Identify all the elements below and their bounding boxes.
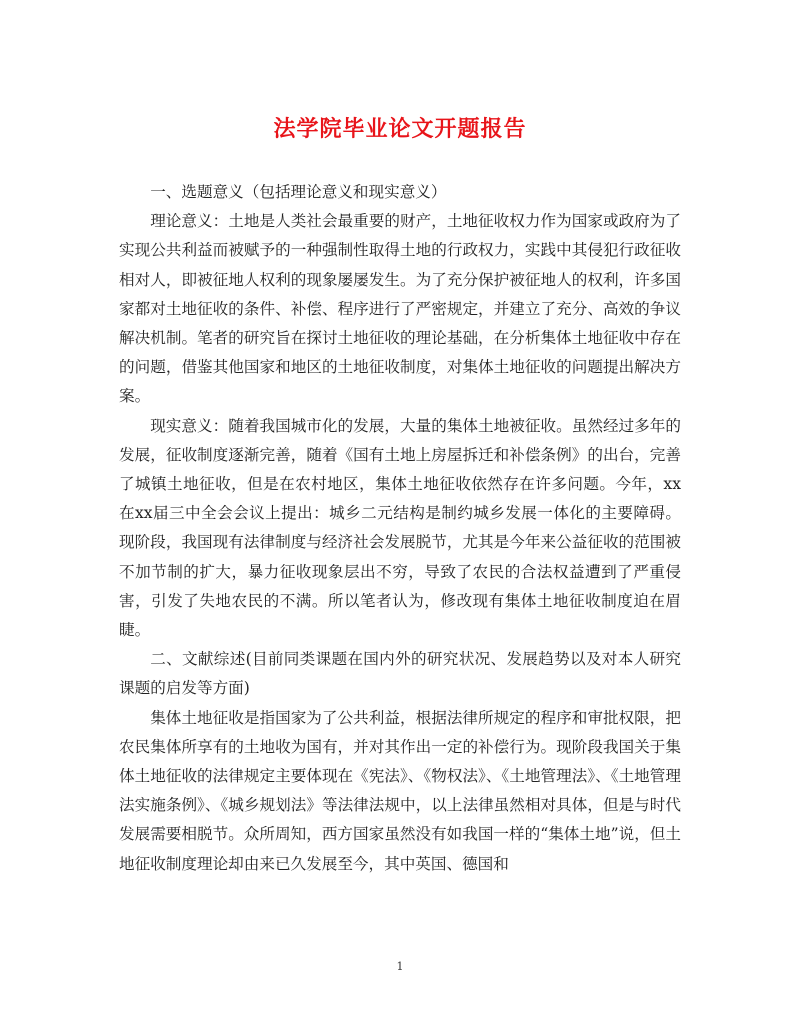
document-title: 法学院毕业论文开题报告 [273,116,527,142]
page-number: 1 [396,960,404,973]
paragraph-theoretical-significance: 理论意义：土地是人类社会最重要的财产，土地征收权力作为国家或政府为了实现公共利益而被赋予的一种强制性取得土地的行政权力，实践中其侵犯行政征收相对人，即被征地人权利的现象屡屡发生。为了充分保护被征地人的权利，许多国家都对土地征收的条件、补偿、程序进行了严密规定，并建立了充分、高效的争议解决机制。笔者的研究旨在探讨土地征收的理论基础，在分析集体土地征收中存在的问题，借鉴其他国家和地区的土地征收制度，对集体土地征收的问题提出解决方案。 [119,212,681,406]
paragraph-literature-review: 集体土地征收是指国家为了公共利益，根据法律所规定的程序和审批权限，把农民集体所享有的土地收为国有，并对其作出一定的补偿行为。现阶段我国关于集体土地征收的法律规定主要体现在《宪法》、《物权法》、《土地管理法》、《土地管理法实施条例》、《城乡规划法》等法律法规中，以上法律虽然相对具体，但是与时代发展需要相脱节。众所周知，西方国家虽然没有如我国一样的“集体土地”说，但土地征收制度理论却由来已久发展至今，其中英国、德国和 [119,708,681,873]
section-heading-1: 一、选题意义（包括理论意义和现实意义） [150,183,447,201]
paragraph-practical-significance: 现实意义：随着我国城市化的发展，大量的集体土地被征收。虽然经过多年的发展，征收制度逐渐完善，随着《国有土地上房屋拆迁和补偿条例》的出台，完善了城镇土地征收，但是在农村地区，集体土地征收依然存在许多问题。今年，xx在xx届三中全会会议上提出：城乡二元结构是制约城乡发展一体化的主要障碍。现阶段，我国现有法律制度与经济社会发展脱节，尤其是今年来公益征收的范围被不加节制的扩大，暴力征收现象层出不穷，导致了农民的合法权益遭到了严重侵害，引发了失地农民的不满。所以笔者认为，修改现有集体土地征收制度迫在眉睫。 [119,416,681,640]
section-heading-2: 二、文献综述(目前同类课题在国内外的研究状况、发展趋势以及对本人研究课题的启发等方面) [119,650,681,698]
document-body [119,178,681,879]
